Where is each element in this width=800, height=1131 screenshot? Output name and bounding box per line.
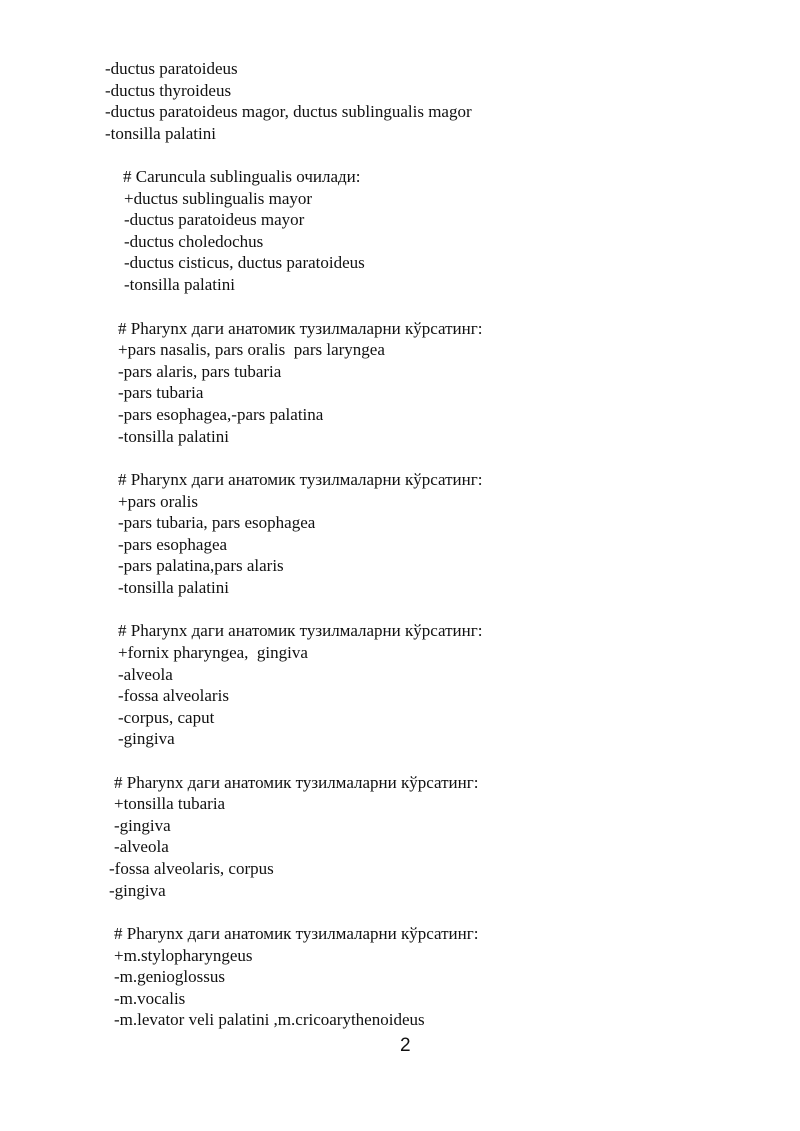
answer-option: -gingiva bbox=[109, 881, 166, 900]
answer-option: -pars esophagea bbox=[118, 535, 228, 554]
answer-option: -ductus paratoideus magor, ductus sublingualis magor bbox=[105, 102, 472, 121]
answer-option: -ductus thyroideus bbox=[105, 81, 232, 100]
answer-option: -fossa alveolaris, corpus bbox=[109, 859, 274, 878]
answer-option: -m.levator veli palatini ,m.cricoarythenoideus bbox=[114, 1010, 425, 1029]
answer-option: -pars tubaria bbox=[118, 383, 204, 402]
answer-option: +tonsilla tubaria bbox=[114, 794, 226, 813]
answer-option: -corpus, caput bbox=[118, 708, 215, 727]
answer-option: +pars oralis bbox=[118, 492, 198, 511]
page-number: 2 bbox=[400, 1035, 411, 1056]
question-heading: # Caruncula sublingualis очилади: bbox=[123, 167, 361, 186]
answer-option: -ductus cisticus, ductus paratoideus bbox=[124, 253, 365, 272]
answer-option: +m.stylopharyngeus bbox=[114, 946, 253, 965]
answer-option: -pars tubaria, pars esophagea bbox=[118, 513, 316, 532]
question-heading: # Pharynx даги анатомик тузилмаларни кўрсатинг: bbox=[118, 470, 483, 489]
answer-option: -tonsilla palatini bbox=[105, 124, 216, 143]
answer-option: +fornix pharyngea, gingiva bbox=[118, 643, 308, 662]
answer-option: -tonsilla palatini bbox=[124, 275, 235, 294]
answer-option: -ductus paratoideus mayor bbox=[124, 210, 305, 229]
answer-option: -gingiva bbox=[118, 729, 175, 748]
question-heading: # Pharynx даги анатомик тузилмаларни кўрсатинг: bbox=[118, 621, 483, 640]
answer-option: -pars alaris, pars tubaria bbox=[118, 362, 282, 381]
answer-option: -alveola bbox=[118, 665, 173, 684]
answer-option: -tonsilla palatini bbox=[118, 427, 229, 446]
answer-option: -ductus paratoideus bbox=[105, 59, 238, 78]
answer-option: -alveola bbox=[114, 837, 169, 856]
answer-option: -pars esophagea,-pars palatina bbox=[118, 405, 324, 424]
answer-option: -fossa alveolaris bbox=[118, 686, 229, 705]
answer-option: -ductus choledochus bbox=[124, 232, 264, 251]
answer-option: -m.vocalis bbox=[114, 989, 186, 1008]
question-heading: # Pharynx даги анатомик тузилмаларни кўрсатинг: bbox=[118, 319, 483, 338]
answer-option: -gingiva bbox=[114, 816, 171, 835]
answer-option: -tonsilla palatini bbox=[118, 578, 229, 597]
answer-option: +ductus sublingualis mayor bbox=[124, 189, 313, 208]
answer-option: -pars palatina,pars alaris bbox=[118, 556, 284, 575]
answer-option: +pars nasalis, pars oralis pars laryngea bbox=[118, 340, 385, 359]
question-heading: # Pharynx даги анатомик тузилмаларни кўрсатинг: bbox=[114, 773, 479, 792]
answer-option: -m.genioglossus bbox=[114, 967, 225, 986]
question-heading: # Pharynx даги анатомик тузилмаларни кўрсатинг: bbox=[114, 924, 479, 943]
